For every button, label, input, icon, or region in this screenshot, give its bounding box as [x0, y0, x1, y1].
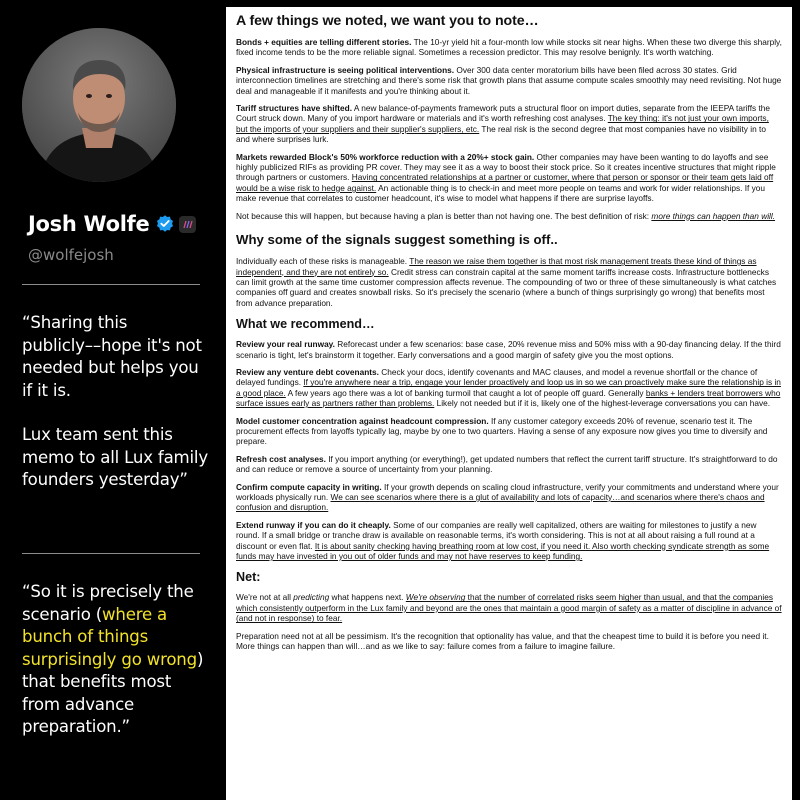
- profile-name[interactable]: Josh Wolfe: [28, 212, 150, 236]
- memo-net-1: We're not at all predicting what happens next. We're observing that the number of correlated risks seem higher than usual, and that the companies which consistently outperform in the Lux family and beyond are the ones that maintain a good margin of safety as a matter of discipline in advance of (and not in response) to fear.: [236, 592, 782, 624]
- memo-heading-recommend: What we recommend…: [236, 317, 375, 332]
- memo-section-tariffs: Tariff structures have shifted. A new balance-of-payments framework puts a structural floor on import duties, separate from the IEEPA tariffs the Court struck down. Many of you import hardware or materials and it's worth refreshing cost analyses. The key thing: it's not just your own imports, but the imports of your suppliers and their supplier's suppliers, etc. The real risk is the second degree that most companies have no visibility in to and where surprises lurk.: [236, 103, 770, 145]
- memo-heading-net: Net:: [236, 570, 261, 585]
- memo-rec-runway: Review your real runway. Reforecast under a few scenarios: base case, 20% revenue miss and 50% miss with a 90-day financing delay. If the third scenario is tight, let's brainstorm it together. Early conversations and a good margin of safety give you the most options.: [236, 339, 781, 360]
- verified-badge-icon: [155, 214, 175, 234]
- left-panel: [0, 0, 218, 800]
- memo-section-markets: Markets rewarded Block's 50% workforce reduction with a 20%+ stock gain. Other companies may have been wanting to do layoffs and see highly publicized RIFs as providing PR cover. They may see it as a way to boost their stock price. So it creates incentive structures that might ripple through partners or customers. Having concentrated relationships at a partner or customer, where that person or sponsor or their team gets laid off would be a wise risk to hedge against. An actionable thing is to check-in and meet more people on teams and work for wider relationships. If you make revenue that correlates to customer headcount, it's wise to model what happens if there are surprise layoffs.: [236, 151, 776, 204]
- memo-rec-cost: Refresh cost analyses. If you import anything (or everything!), get updated numbers that reflect the current tariff structure. It's straightforward to do and can reduce or remove a source of uncertainty from your planning.: [236, 453, 778, 475]
- memo-heading-signals: Why some of the signals suggest something is off..: [236, 232, 558, 248]
- quote-2-highlight: where a bunch of things surprisingly go wrong: [22, 604, 197, 669]
- divider: [22, 284, 200, 285]
- memo-rec-concentration: Model customer concentration against headcount compression. If any customer category exceeds 20% of revenue, scenario test it. The procurement effects from layoffs typically lag, maybe by one to two quarters. Having a sense of any exposure now gives you time to diversify and prepare.: [236, 415, 768, 447]
- quote-1-line-1: “Sharing this publicly––hope it's not needed but helps you if it is.: [22, 313, 202, 400]
- memo-section-infrastructure: Physical infrastructure is seeing political interventions. Over 300 data center moratorium bills have been filed across 30 states. Grid interconnection timelines are stretching and there's some risk that growth plans that assume compute scales smoothly may need revisiting. Not huge deal and manageable if it manifests and you're thinking about it.: [236, 64, 782, 96]
- quote-2-pre: “So it is precisely the scenario (: [22, 582, 194, 624]
- avatar-photo: [22, 28, 176, 182]
- avatar[interactable]: [22, 28, 176, 182]
- memo-section-risk-definition: Not because this will happen, but because having a plan is better than not having one. The best definition of risk: more things can happen than will.: [236, 210, 776, 221]
- memo-rec-debt: Review any venture debt covenants. Check your docs, identify covenants and MAC clauses, and model a revenue shortfall or the chance of delayed fundings. If you're anywhere near a trip, engage your lender proactively and loop us in so we can proactively make sure the relationship is in a good place. A few years ago there was a lot of banking turmoil that caught a lot of people off guard. Generally banks + lenders treat borrowers who surface issues early as partners rather than problems. Likely not needed but if it is, likely one of the highest-leverage conversations you can have.: [236, 366, 781, 409]
- memo-section-signals: Individually each of these risks is manageable. The reason we raise them together is that most risk management treats these kind of things as independent, and they are not entirely so. Credit stress can constrain capital at the same moment tariffs increase costs. Infrastructure bottlenecks can limit growth at the same time customer compression affects revenue. The compounding of two or three of these simultaneously is what catches companies off guard and creates snowball risks. So it's precisely the scenario (where a bunch of things surprisingly go wrong) that benefits most from advance preparation.: [236, 256, 777, 308]
- quote-1-line-2: Lux team sent this memo to all Lux family founders yesterday”: [22, 425, 208, 489]
- memo-section-bonds: Bonds + equities are telling different stories. The 10-yr yield hit a four-month low while stocks sit near highs. When these two diverge this sharply, fixed income tends to be the more reliable signal. Sometimes a recession predictor. This may resolve benignly. It's worth watching.: [236, 37, 782, 58]
- memo-title: A few things we noted, we want you to note…: [236, 13, 539, 29]
- quote-2-post: ) that benefits most from advance preparation.”: [22, 649, 204, 736]
- memo-rec-extend-runway: Extend runway if you can do it cheaply. Some of our companies are really well capitalized, others are waiting for milestones to justify a new round. If a small bridge or tranche draw is available on reasonable terms, it's worth considering. This is not at all about raising a full round at a discount or even flat. It is about sanity checking having breathing room at low cost, if you need it. Also worth checking syndicate strength as some funds may have invested in you out of older funds and may not have reserves to keep funding.: [236, 519, 770, 562]
- quote-1: [22, 312, 210, 492]
- name-row: [28, 212, 196, 236]
- affiliate-badge-icon: [179, 216, 196, 233]
- memo-net-2: Preparation need not at all be pessimism. It's the recognition that optionality has value, and that the cheapest time to build it is before you need it. More things can happen than will…and as we like to say: failure comes from a failure to imagine failure.: [236, 630, 769, 652]
- profile-handle[interactable]: @wolfejosh: [28, 246, 114, 264]
- memo-document: [226, 7, 792, 800]
- divider: [22, 553, 200, 554]
- memo-rec-compute: Confirm compute capacity in writing. If your growth depends on scaling cloud infrastructure, verify your commitments and understand where your workloads physically run. We can see scenarios where there is a glut of availability and lots of capacity…and scenarios where there's chaos and confusion and disruption.: [236, 481, 779, 513]
- quote-2: [22, 581, 210, 739]
